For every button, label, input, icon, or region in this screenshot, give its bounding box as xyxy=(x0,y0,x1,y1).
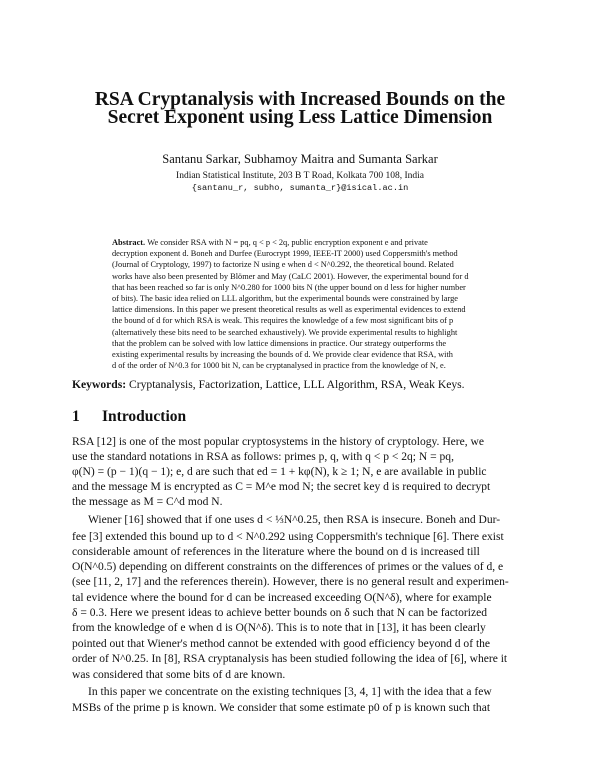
body-line: pointed out that Wiener's method cannot be extended with good efficiency beyond d of the xyxy=(72,638,491,650)
body-line: δ = 0.3. Here we present ideas to achieve better bounds on δ such that N can be factorized xyxy=(72,607,487,619)
abstract-line: lattice dimensions. In this paper we present theoretical results as well as experimental evidences to extend xyxy=(112,305,466,315)
abstract-line: existing experimental results by increasing the bounds of d. We provide clear evidence that RSA, with xyxy=(112,350,453,359)
keywords-text: Cryptanalysis, Factorization, Lattice, LLL Algorithm, RSA, Weak Keys. xyxy=(129,378,465,391)
author-emails: {santanu_r, subho, sumanta_r}@isical.ac.in xyxy=(191,183,409,193)
body-line: and the message M is encrypted as C = M^e mod N; the secret key d is required to decrypt xyxy=(72,481,491,493)
body-line: the message as M = C^d mod N. xyxy=(72,496,223,508)
abstract-label: Abstract. xyxy=(112,238,146,247)
abstract-line: (alternatively these bits need to be searched exhaustively). We provide experimental results to highlight xyxy=(112,327,458,337)
paper-title-line-2: Secret Exponent using Less Lattice Dimension xyxy=(107,107,493,128)
section-heading xyxy=(72,408,186,426)
abstract-line: of bits). The basic idea relied on LLL algorithm, but the experimental bounds were constrained by large xyxy=(112,294,459,303)
abstract-text: We consider RSA with N = pq, q < p < 2q, public encryption exponent e and private xyxy=(147,238,428,247)
paper-title-line-1: RSA Cryptanalysis with Increased Bounds on the xyxy=(94,89,506,110)
abstract-line: decryption exponent d. Boneh and Durfee (Eurocrypt 1999, IEEE-IT 2000) used Coppersmith's method xyxy=(112,249,458,259)
abstract-line: the bound of d for which RSA is weak. This requires the knowledge of a few most significant bits of p xyxy=(112,316,454,326)
body-line: φ(N) = (p − 1)(q − 1); e, d are such that ed = 1 + kφ(N), k ≥ 1; N, e are available in public xyxy=(72,466,487,478)
author-list: Santanu Sarkar, Subhamoy Maitra and Sumanta Sarkar xyxy=(162,152,438,166)
body-line: (see [11, 2, 17] and the references therein). However, there is no general result and experimen- xyxy=(72,576,509,588)
abstract-line: (Journal of Cryptology, 1997) to factorize N using e when d < N^0.292, the theoretical bound. Related xyxy=(112,260,454,270)
abstract-line: d of the order of N^0.3 for 1000 bit N, can be cryptanalysed in practice from the knowledge of N, e. xyxy=(112,361,446,371)
section-title: Introduction xyxy=(102,408,187,425)
body-line: tal evidence where the bound for d can be increased exceeding O(N^δ), where for example xyxy=(72,592,492,604)
body-line: Wiener [16] showed that if one uses d < ⅓N^0.25, then RSA is insecure. Boneh and Dur- xyxy=(88,514,501,526)
body-line: MSBs of the prime p is known. We consider that some estimate p0 of p is known such that xyxy=(72,702,491,714)
abstract-line: that has been reached so far is only N^0.280 for 1000 bits N (the upper bound on d less for higher number xyxy=(112,282,466,292)
abstract-line: that the problem can be solved with low lattice dimensions in practice. Our strategy outperforms the xyxy=(112,338,447,348)
body-line: from the knowledge of e when d is O(N^δ). This is to note that in [13], it has been clearly xyxy=(72,622,486,634)
abstract-line xyxy=(112,237,492,248)
keywords xyxy=(72,378,532,391)
body-line: O(N^0.5) depending on different constraints on the differences of primes or the values of d, e xyxy=(72,561,504,573)
section-number: 1 xyxy=(72,408,80,425)
abstract-line: works have also been presented by Blömer and May (CaLC 2001). However, the experimental bound for d xyxy=(112,271,469,281)
body-line: order of N^0.25. In [8], RSA cryptanalysis has been studied following the idea of [6], where it xyxy=(72,653,508,665)
body-line: In this paper we concentrate on the existing techniques [3, 4, 1] with the idea that a few xyxy=(88,686,492,698)
body-line: considerable amount of references in the literature where the bound on d is increased till xyxy=(72,546,480,558)
body-line: was considered that some bits of d are known. xyxy=(72,669,286,681)
keywords-label: Keywords: xyxy=(72,378,127,391)
body-line: use the standard notations in RSA as follows: primes p, q, with q < p < 2q; N = pq, xyxy=(72,451,454,463)
affiliation: Indian Statistical Institute, 203 B T Road, Kolkata 700 108, India xyxy=(176,171,424,181)
body-line: RSA [12] is one of the most popular cryptosystems in the history of cryptology. Here, we xyxy=(72,436,484,448)
body-line: fee [3] extended this bound up to d < N^0.292 using Coppersmith's technique [6]. There exist xyxy=(72,531,504,543)
